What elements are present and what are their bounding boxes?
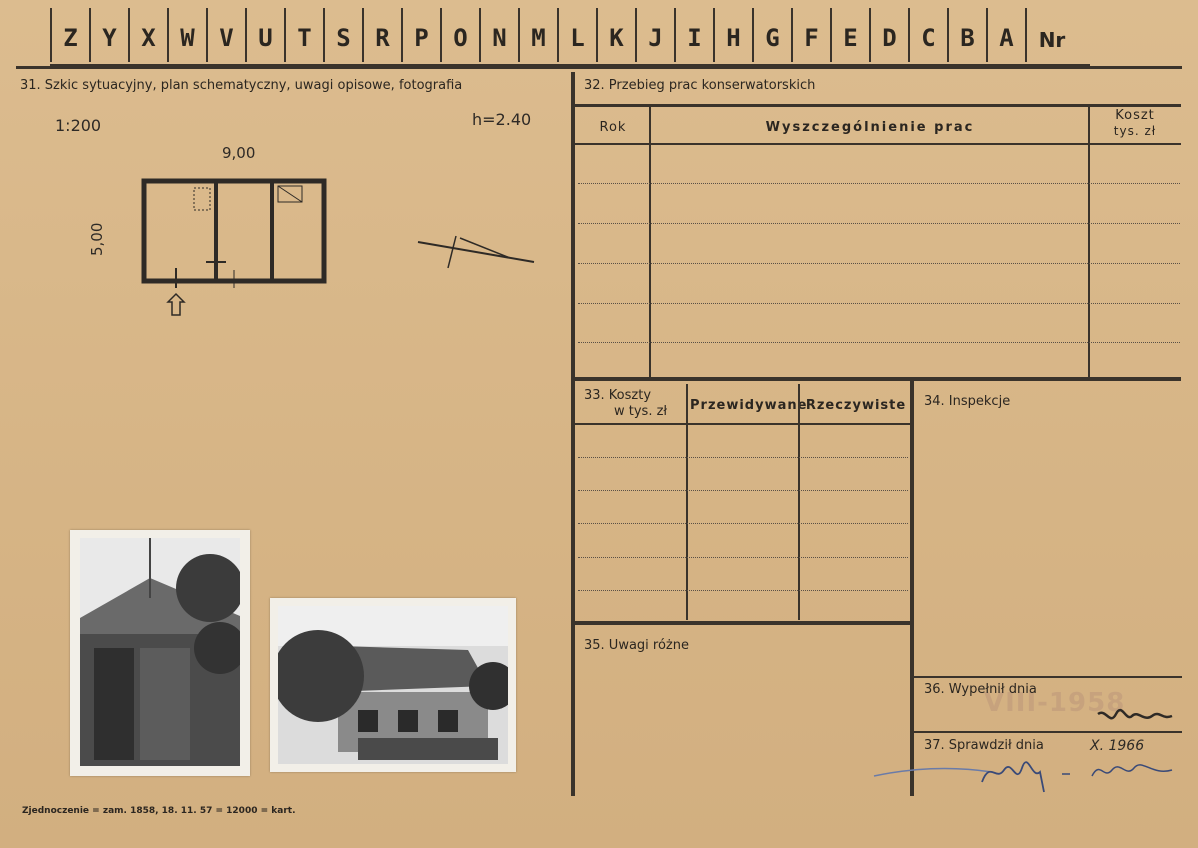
section-36-rule — [914, 676, 1182, 678]
photo-barn — [70, 530, 250, 776]
header-letter: G — [752, 8, 791, 62]
header-letter: F — [791, 8, 830, 62]
table-33-row-line — [578, 457, 908, 458]
section-33-unit: w tys. zł — [614, 404, 668, 419]
main-divider — [571, 72, 575, 796]
table-33-col2 — [798, 384, 800, 620]
floor-plan-sketch — [130, 170, 350, 335]
header-letter: M — [518, 8, 557, 62]
section-32-title: 32. Przebieg prac konserwatorskich — [584, 78, 816, 93]
signature-36 — [1096, 704, 1176, 728]
col-year-header: Rok — [599, 120, 627, 135]
scale-note: 1:200 — [55, 116, 102, 135]
col-planned-header: Przewidywane — [690, 398, 808, 413]
section-36-title: 36. Wypełnił dnia — [924, 682, 1037, 697]
header-letter: O — [440, 8, 479, 62]
width-dimension: 9,00 — [222, 144, 256, 162]
header-rule — [16, 66, 1182, 69]
header-letter: D — [869, 8, 908, 62]
table-32-row-line — [578, 303, 1180, 304]
header-letter: I — [674, 8, 713, 62]
header-letter: W — [167, 8, 206, 62]
header-letter: B — [947, 8, 986, 62]
header-letter: L — [557, 8, 596, 62]
table-33-header-rule — [575, 423, 911, 425]
header-letter: N — [479, 8, 518, 62]
col-actual-header: Rzeczywiste — [805, 398, 907, 413]
col-cost-header: Koszt — [1115, 108, 1155, 123]
header-letter: X — [128, 8, 167, 62]
header-letter: V — [206, 8, 245, 62]
table-33-row-line — [578, 523, 908, 524]
table-32-row-line — [578, 183, 1180, 184]
header-letter: Z — [50, 8, 89, 62]
section-37-rule — [914, 731, 1182, 733]
header-letter: K — [596, 8, 635, 62]
table-32-row-line — [578, 263, 1180, 264]
section-35-title: 35. Uwagi różne — [584, 638, 689, 653]
right-divider — [910, 380, 914, 796]
header-letter: Y — [89, 8, 128, 62]
table-33-row-line — [578, 490, 908, 491]
header-letter: H — [713, 8, 752, 62]
header-letter: P — [401, 8, 440, 62]
header-letter: R — [362, 8, 401, 62]
header-letter: J — [635, 8, 674, 62]
table-33-row-line — [578, 557, 908, 558]
date-stamp: VIII-1958 — [984, 688, 1126, 718]
header-nr: Nr — [1025, 8, 1077, 62]
col-cost-unit: tys. zł — [1113, 124, 1157, 138]
table-32-row-line — [578, 342, 1180, 343]
north-arrow-icon — [410, 228, 540, 278]
print-footer: Zjednoczenie = zam. 1858, 18. 11. 57 = 12000 = kart. — [22, 806, 296, 816]
section-34-title: 34. Inspekcje — [924, 394, 1011, 409]
table-33-row-line — [578, 590, 908, 591]
table-32-header-rule — [575, 143, 1181, 145]
photo-house — [270, 598, 516, 772]
table-32-bottom — [575, 377, 1181, 381]
table-32-row-line — [578, 223, 1180, 224]
col-works-header: Wyszczególnienie prac — [765, 120, 975, 135]
signature-37 — [872, 752, 1192, 802]
height-note: h=2.40 — [472, 110, 532, 129]
table-32-col1 — [649, 106, 651, 378]
depth-dimension: 5,00 — [88, 222, 106, 256]
header-letter: C — [908, 8, 947, 62]
table-33-bottom — [575, 621, 911, 625]
header-letter: E — [830, 8, 869, 62]
header-letter: T — [284, 8, 323, 62]
table-33-col1 — [686, 384, 688, 620]
header-letter: S — [323, 8, 362, 62]
section-31-title: 31. Szkic sytuacyjny, plan schematyczny, uwagi opisowe, fotografia — [20, 78, 463, 93]
section-33-title: 33. Koszty — [584, 388, 652, 403]
letter-header — [50, 8, 1090, 67]
header-letter: U — [245, 8, 284, 62]
check-date: X. 1966 — [1090, 738, 1145, 754]
table-32-top — [575, 104, 1181, 107]
section-37-title: 37. Sprawdził dnia — [924, 738, 1044, 753]
header-letter: A — [986, 8, 1025, 62]
table-32-col2 — [1088, 106, 1090, 378]
